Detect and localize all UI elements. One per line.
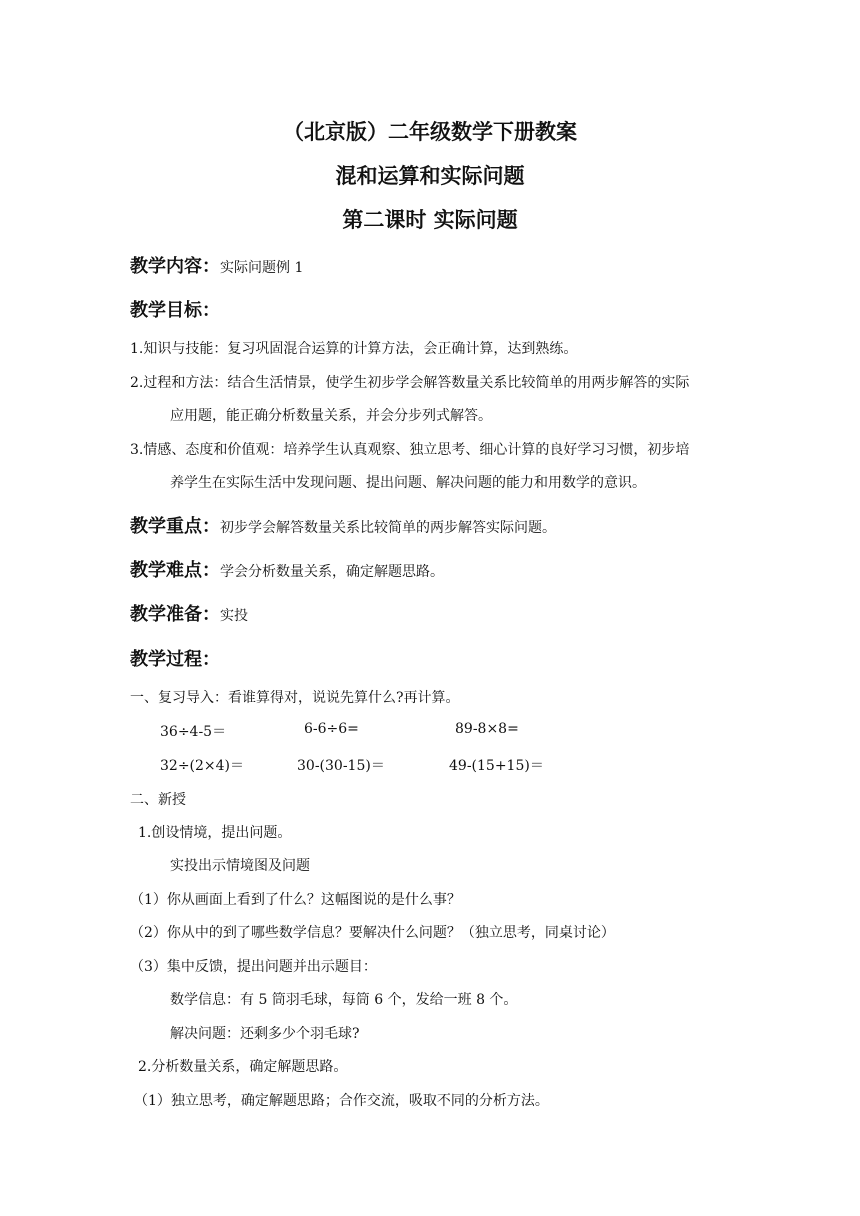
goal-item: 应用题，能正确分析数量关系，并会分步列式解答。 <box>170 408 492 424</box>
preparation-label: 教学准备： <box>130 604 220 625</box>
step-heading: 1.创设情境，提出问题。 <box>138 825 292 841</box>
goal-item: 养学生在实际生活中发现问题、提出问题、解决问题的能力和用数学的意识。 <box>170 475 646 491</box>
step-note: （1）独立思考，确定解题思路；合作交流，吸取不同的分析方法。 <box>134 1093 549 1109</box>
exercise: 36÷4-5＝ <box>160 724 227 740</box>
preparation-text: 实投 <box>220 608 248 624</box>
key-points-text: 初步学会解答数量关系比较简单的两步解答实际问题。 <box>220 520 556 536</box>
goal-item: 2.过程和方法：结合生活情景，使学生初步学会解答数量关系比较简单的用两步解答的实际 <box>130 375 690 391</box>
doc-subtitle: 混和运算和实际问题 <box>335 164 525 188</box>
question-item: （1）你从画面上看到了什么？这幅图说的是什么事？ <box>130 892 461 908</box>
key-points-section <box>130 512 556 538</box>
question-item: （3）集中反馈，提出问题并出示题目： <box>130 959 377 975</box>
doc-title: （北京版）二年级数学下册教案 <box>283 120 577 144</box>
content-section <box>130 252 303 278</box>
goals-label: 教学目标： <box>130 300 220 321</box>
difficulties-section <box>130 556 444 582</box>
key-points-label: 教学重点： <box>130 516 220 537</box>
goal-item: 3.情感、态度和价值观：培养学生认真观察、独立思考、细心计算的良好学习习惯，初步培 <box>130 442 690 458</box>
exercise: 32÷(2×4)＝ <box>160 758 245 774</box>
content-label: 教学内容： <box>130 256 220 277</box>
difficulties-text: 学会分析数量关系，确定解题思路。 <box>220 564 444 580</box>
math-info: 数学信息：有 5 筒羽毛球，每筒 6 个，发给一班 8 个。 <box>170 992 518 1008</box>
question-item: （2）你从中的到了哪些数学信息？要解决什么问题？（独立思考，同桌讨论） <box>130 925 615 941</box>
step-heading: 2.分析数量关系，确定解题思路。 <box>138 1059 348 1075</box>
new-lesson-heading: 二、新授 <box>130 792 186 808</box>
exercise: 6-6÷6= <box>304 721 359 737</box>
exercise: 89-8×8= <box>455 721 519 737</box>
step-note: 实投出示情境图及问题 <box>170 858 310 874</box>
problem-statement: 解决问题：还剩多少个羽毛球? <box>170 1026 360 1042</box>
goal-item: 1.知识与技能：复习巩固混合运算的计算方法，会正确计算，达到熟练。 <box>130 341 578 357</box>
exercise: 30-(30-15)＝ <box>297 758 385 774</box>
review-heading: 一、复习导入：看谁算得对，说说先算什么?再计算。 <box>130 690 460 706</box>
content-text: 实际问题例 1 <box>220 260 304 276</box>
difficulties-label: 教学难点： <box>130 560 220 581</box>
lesson-title: 第二课时 实际问题 <box>342 208 518 232</box>
preparation-section <box>130 600 248 626</box>
process-label: 教学过程： <box>130 649 220 670</box>
exercise: 49-(15+15)＝ <box>449 758 544 774</box>
